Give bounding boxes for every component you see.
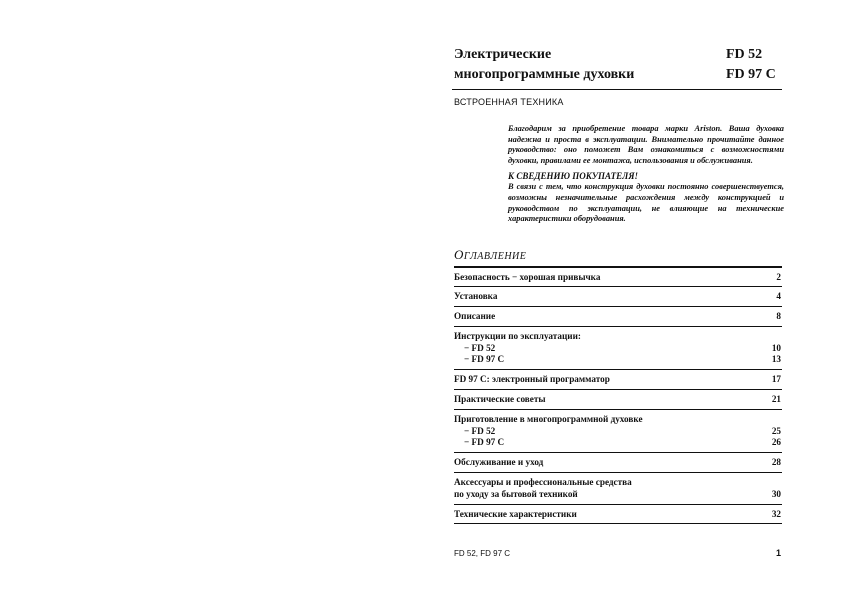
toc-subentry-label: − FD 52 (464, 342, 496, 353)
toc-row (454, 272, 782, 284)
toc-entry (454, 287, 782, 307)
toc-entry-label: Безопасность − хорошая привычка (454, 271, 601, 282)
toc-entry (454, 268, 782, 288)
toc-row (454, 457, 782, 469)
toc-entry-label: Приготовление в многопрограммной духовке (454, 413, 643, 424)
toc-subentry-page: 10 (771, 342, 781, 353)
toc-row (454, 311, 782, 323)
toc-subrow (454, 343, 782, 355)
toc-subrow (454, 426, 782, 438)
toc-entry-page (781, 414, 782, 426)
notice-heading: К СВЕДЕНИЮ ПОКУПАТЕЛЯ! (508, 171, 639, 182)
toc-entry-page: 21 (771, 394, 781, 405)
toc-entry-page: 2 (776, 271, 781, 282)
title-line-2: многопрограммные духовки (454, 67, 635, 82)
toc-row (454, 394, 782, 406)
toc-entry-label: Описание (454, 311, 496, 322)
section-label: ВСТРОЕННАЯ ТЕХНИКА (454, 97, 564, 107)
toc-entry (454, 327, 782, 370)
toc-subentry-page: 26 (771, 437, 781, 448)
thanks-paragraph: Благодарим за приобретение товара марки Ariston. Ваша духовка надежна и проста в эксплуатации. Внимательно прочитайте данное руководство: оно поможет Вам ознакомиться с возможностями духовки, правилами ее монтажа, использования и обслуживания. (508, 124, 784, 165)
toc-entry-page: 17 (771, 374, 781, 385)
toc-heading-initial: О (454, 247, 464, 262)
toc-row (454, 291, 782, 303)
toc-subentry-page: 25 (771, 425, 781, 436)
toc-heading-rest: ГЛАВЛЕНИЕ (463, 251, 527, 262)
toc-entry-label: Инструкции по эксплуатации: (454, 330, 581, 341)
toc-entry-label: FD 97 C: электронный программатор (454, 374, 610, 385)
toc-subentry-label: − FD 52 (464, 425, 496, 436)
toc-subrow (454, 489, 782, 501)
toc-entry-page: 32 (771, 508, 781, 519)
toc-row (454, 414, 782, 426)
toc-entry-page (781, 331, 782, 343)
model-line-1: FD 52 (726, 47, 763, 62)
toc-row (454, 509, 782, 521)
toc-entry-page (781, 477, 782, 489)
model-line-2: FD 97 C (726, 67, 776, 82)
toc-subentry-page: 30 (771, 488, 781, 499)
toc-subrow (454, 437, 782, 449)
notice-paragraph: В связи с тем, что конструкция духовки постоянно совершенствуется, возможны незначительные расхождения между конструкцией и руководством по эксплуатации, не влияющие на технические характеристики оборудования. (508, 182, 784, 224)
toc-entry (454, 410, 782, 453)
table-of-contents (454, 266, 782, 524)
header-divider (452, 89, 782, 90)
document-title (454, 45, 634, 85)
toc-entry (454, 453, 782, 473)
toc-heading (454, 247, 526, 263)
toc-entry-page: 8 (776, 311, 781, 322)
toc-entry (454, 370, 782, 390)
intro-block (508, 124, 784, 225)
toc-subentry-page: 13 (771, 354, 781, 365)
footer-page-number: 1 (776, 548, 782, 558)
toc-entry (454, 307, 782, 327)
toc-subentry-label: по уходу за бытовой техникой (454, 488, 578, 499)
toc-entry-label: Практические советы (454, 394, 546, 405)
title-line-1: Электрические (454, 47, 552, 62)
model-numbers (726, 45, 776, 85)
toc-row (454, 477, 782, 489)
toc-entries (454, 268, 782, 525)
toc-entry (454, 390, 782, 410)
toc-subrow (454, 354, 782, 366)
footer-models: FD 52, FD 97 C (454, 549, 511, 558)
toc-subentry-label: − FD 97 C (464, 354, 505, 365)
toc-entry-label: Обслуживание и уход (454, 457, 544, 468)
toc-entry (454, 505, 782, 525)
toc-entry-label: Технические характеристики (454, 508, 577, 519)
toc-entry-label: Установка (454, 291, 498, 302)
toc-row (454, 374, 782, 386)
toc-subentry-label: − FD 97 C (464, 437, 505, 448)
toc-entry (454, 473, 782, 505)
toc-row (454, 331, 782, 343)
toc-entry-page: 28 (771, 457, 781, 468)
toc-entry-label: Аксессуары и профессиональные средства (454, 477, 632, 488)
toc-entry-page: 4 (776, 291, 781, 302)
